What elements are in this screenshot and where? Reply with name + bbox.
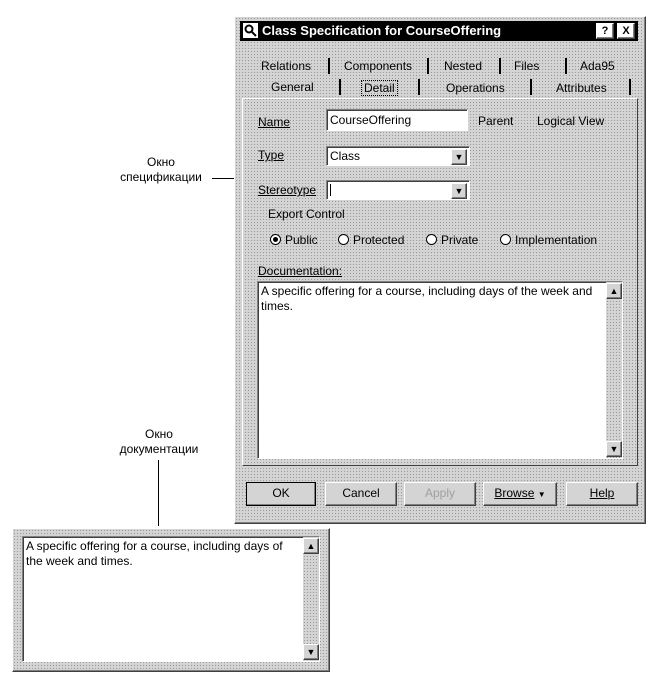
radio-private-label: Private (441, 233, 479, 247)
scroll-up-icon[interactable]: ▲ (606, 283, 622, 299)
cancel-button[interactable] (325, 482, 397, 506)
spec-window-annotation (108, 155, 214, 185)
radio-public-label: Public (285, 233, 318, 247)
radio-protected-label: Protected (353, 233, 405, 247)
doc-window-pointer-line (158, 460, 159, 526)
radio-unselected-icon (500, 234, 511, 245)
radio-implementation-label: Implementation (515, 233, 598, 247)
tab-separator (629, 79, 631, 95)
spec-window-annotation-line2: спецификации (120, 170, 202, 184)
name-label: Name (258, 115, 291, 129)
close-title-button[interactable]: X (617, 23, 635, 39)
stereotype-combobox[interactable] (326, 180, 470, 200)
tab-general[interactable]: General (271, 80, 314, 94)
tab-attributes[interactable]: Attributes (556, 81, 607, 95)
apply-button (404, 482, 476, 506)
doc-window-annotation (104, 427, 214, 457)
radio-unselected-icon (426, 234, 437, 245)
parent-label: Parent (478, 114, 514, 128)
documentation-text: A specific offering for a course, including days of the week and times. (261, 284, 593, 313)
tab-relations[interactable]: Relations (261, 59, 312, 73)
type-combobox[interactable] (326, 146, 470, 166)
radio-private[interactable] (426, 233, 478, 247)
help-button-label: Help (589, 486, 615, 500)
doc-window-annotation-line1: Окно (145, 427, 173, 441)
dialog-title-bar[interactable] (240, 21, 638, 41)
type-label: Type (258, 148, 285, 162)
help-button[interactable] (566, 482, 638, 506)
text-cursor (330, 184, 331, 196)
cancel-button-label: Cancel (342, 486, 380, 500)
scroll-down-icon[interactable]: ▼ (303, 644, 319, 660)
browse-button[interactable] (483, 482, 557, 506)
browse-button-label: Browse (494, 486, 535, 500)
chevron-down-icon: ▼ (537, 490, 546, 499)
tab-separator (328, 58, 330, 74)
radio-protected[interactable] (338, 233, 404, 247)
tab-separator (427, 58, 429, 74)
ok-button[interactable] (246, 482, 316, 506)
chevron-down-icon[interactable]: ▼ (451, 149, 467, 165)
export-control-label: Export Control (268, 207, 345, 221)
scroll-up-icon[interactable]: ▲ (303, 538, 319, 554)
tab-separator (530, 79, 532, 95)
magnifier-icon (243, 23, 258, 38)
radio-unselected-icon (338, 234, 349, 245)
doc-window-annotation-line2: документации (119, 442, 199, 456)
tab-files[interactable]: Files (514, 59, 540, 73)
documentation-label: Documentation: (258, 264, 343, 278)
name-field[interactable] (326, 109, 468, 131)
scroll-down-icon[interactable]: ▼ (606, 441, 622, 457)
radio-implementation[interactable] (500, 233, 597, 247)
radio-public[interactable] (270, 233, 318, 247)
documentation-window-textarea[interactable] (22, 536, 320, 662)
name-field-value: CourseOffering (330, 113, 412, 127)
documentation-scrollbar[interactable] (606, 282, 622, 458)
tab-separator (499, 58, 501, 74)
tab-nested[interactable]: Nested (444, 59, 483, 73)
help-title-button[interactable]: ? (596, 23, 614, 39)
type-combobox-value: Class (330, 149, 361, 163)
tab-separator (565, 58, 567, 74)
tab-detail[interactable]: Detail (364, 81, 395, 95)
spec-window-annotation-line1: Окно (147, 155, 175, 169)
apply-button-label: Apply (424, 486, 456, 500)
tab-components[interactable]: Components (344, 59, 413, 73)
tab-separator (418, 79, 420, 95)
documentation-window-text: A specific offering for a course, including days of the week and times. (26, 539, 283, 568)
parent-value: Logical View (537, 114, 605, 128)
stereotype-label: Stereotype (258, 183, 317, 197)
chevron-down-icon[interactable]: ▼ (451, 183, 467, 199)
tab-ada95[interactable]: Ada95 (580, 59, 615, 73)
tab-separator (339, 79, 341, 95)
tab-operations[interactable]: Operations (446, 81, 505, 95)
documentation-window-scrollbar[interactable] (303, 537, 319, 661)
radio-selected-icon (270, 234, 281, 245)
ok-button-label: OK (272, 486, 290, 500)
dialog-title: Class Specification for CourseOffering (262, 23, 502, 38)
documentation-textarea[interactable] (257, 281, 623, 459)
